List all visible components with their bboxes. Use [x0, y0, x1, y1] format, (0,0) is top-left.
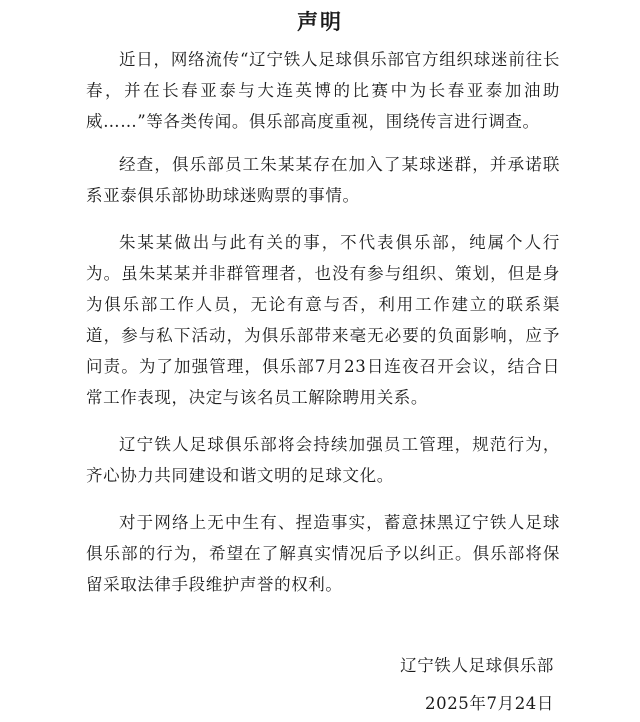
paragraph-legal: 对于网络上无中生有、捏造事实，蓄意抹黑辽宁铁人足球俱乐部的行为，希望在了解真实情况后予以纠正。俱乐部将保留采取法律手段维护声誉的权利。 [86, 513, 560, 594]
paragraph-rumor: 近日，网络流传“辽宁铁人足球俱乐部官方组织球迷前往长春，并在长春亚泰与大连英博的比赛中为长春亚泰加油助威……”等各类传闻。俱乐部高度重视，围绕传言进行调查。 [86, 50, 560, 131]
document-title: 声明 [297, 10, 343, 34]
document-body [86, 44, 560, 616]
paragraph-management: 辽宁铁人足球俱乐部将会持续加强员工管理，规范行为，齐心协力共同建设和谐文明的足球文化。 [86, 435, 560, 485]
paragraph-decision: 朱某某做出与此有关的事，不代表俱乐部，纯属个人行为。虽朱某某并非群管理者，也没有参与组织、策划，但是身为俱乐部工作人员，无论有意与否，利用工作建立的联系渠道，参与私下活动，为俱乐部带来毫无必要的负面影响，应予问责。为了加强管理，俱乐部7月23日连夜召开会议，结合日常工作表现，决定与该名员工解除聘用关系。 [86, 233, 560, 407]
signature-date: 2025年7月24日 [425, 694, 554, 713]
signature-organization: 辽宁铁人足球俱乐部 [400, 656, 554, 675]
paragraph-investigation: 经查，俱乐部员工朱某某存在加入了某球迷群，并承诺联系亚泰俱乐部协助球迷购票的事情。 [86, 155, 560, 205]
